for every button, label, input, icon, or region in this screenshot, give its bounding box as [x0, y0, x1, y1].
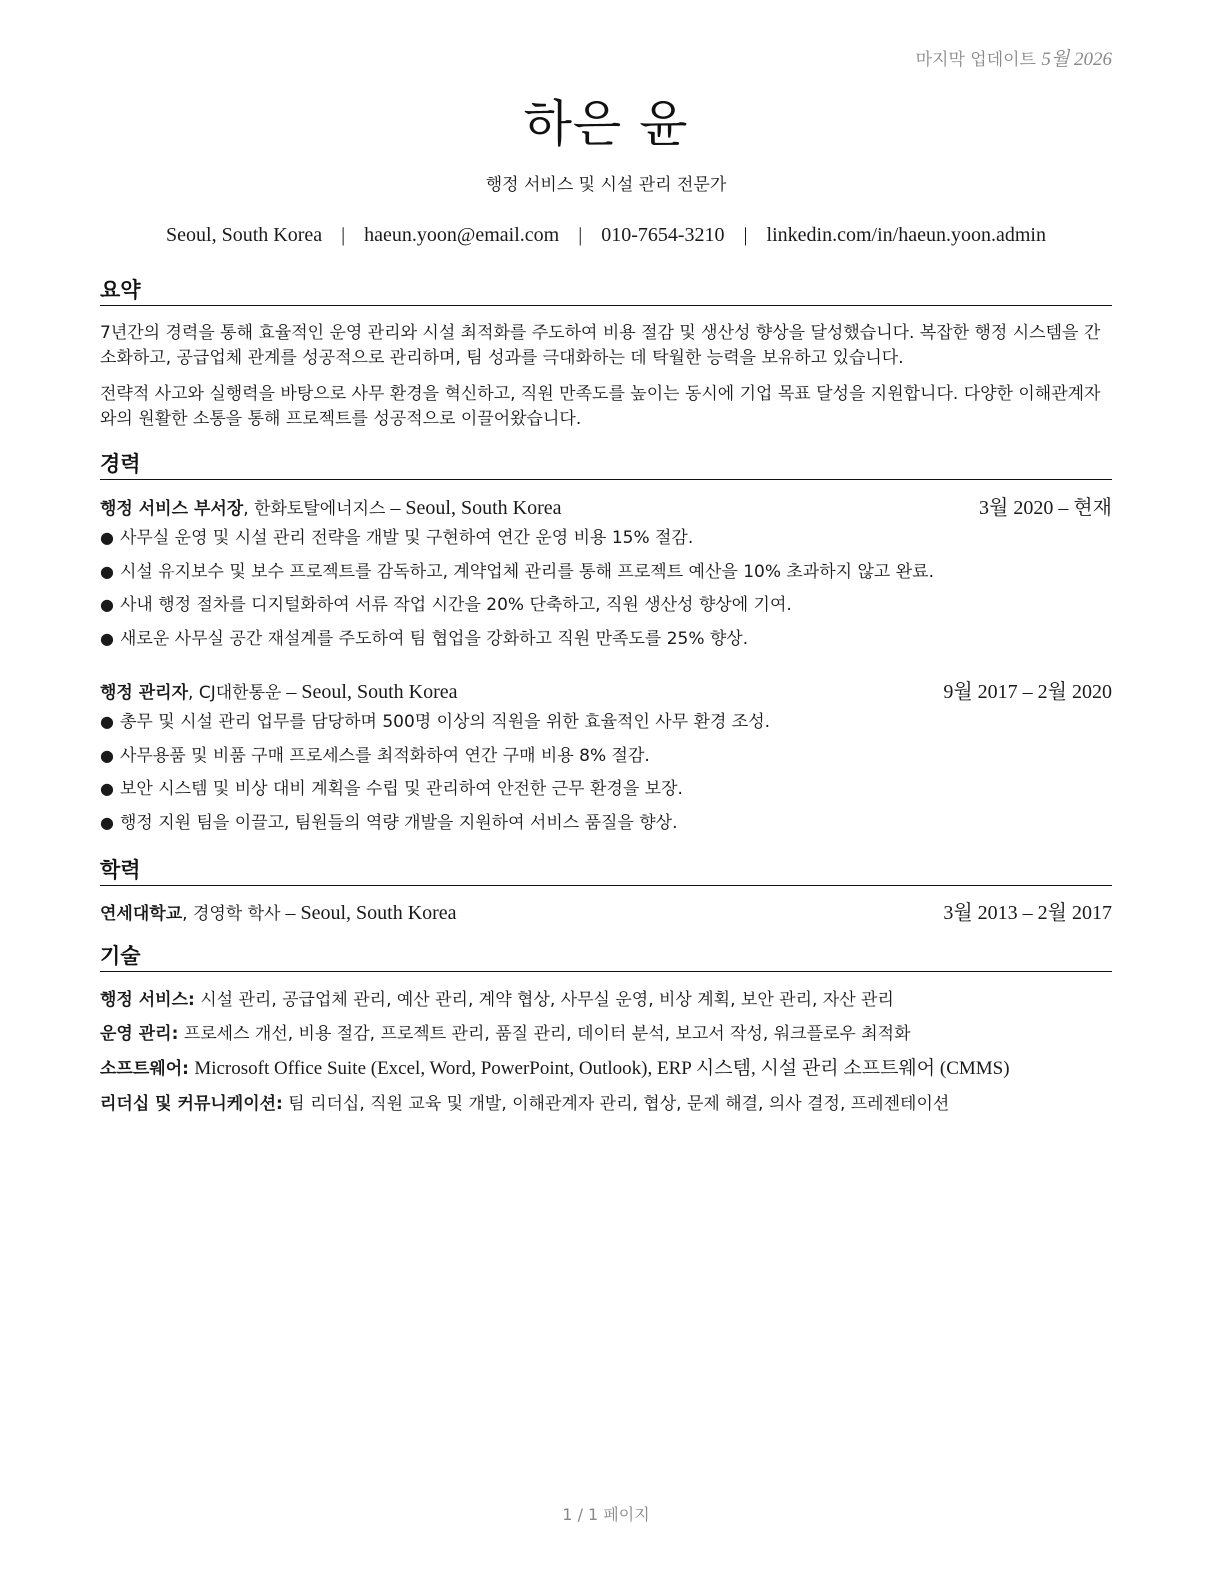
- summary-paragraph: 전략적 사고와 실행력을 바탕으로 사무 환경을 혁신하고, 직원 만족도를 높이는 동시에 기업 목표 달성을 지원합니다. 다양한 이해관계자와의 원활한 소통을 통해 프로젝트를 성공적으로 이끌어왔습니다.: [100, 384, 1101, 429]
- last-updated-label: 마지막 업데이트: [915, 50, 1036, 70]
- skill-line: [100, 1056, 1112, 1082]
- skill-value: 프로세스 개선, 비용 절감, 프로젝트 관리, 품질 관리, 데이터 분석, 보고서 작성, 워크플로우 최적화: [183, 1024, 911, 1044]
- skill-label: 소프트웨어:: [100, 1059, 189, 1079]
- contact-email[interactable]: haeun.yoon@email.com: [364, 224, 560, 246]
- contact-phone: 010-7654-3210: [601, 224, 725, 246]
- skill-label: 행정 서비스:: [100, 990, 195, 1010]
- contact-line: [100, 224, 1112, 247]
- contact-location: Seoul, South Korea: [166, 224, 323, 246]
- section-title-education: 학력: [100, 857, 1112, 886]
- candidate-name: 하은 윤: [523, 95, 689, 153]
- resume-page: [100, 0, 1112, 1584]
- job-bullet: ● 시설 유지보수 및 보수 프로젝트를 감독하고, 계약업체 관리를 통해 프로젝트 예산을 10% 초과하지 않고 완료.: [100, 562, 934, 582]
- skill-value: 팀 리더십, 직원 교육 및 개발, 이해관계자 관리, 협상, 문제 해결, 의사 결정, 프레젠테이션: [288, 1094, 950, 1114]
- last-updated-date: 5월 2026: [1041, 49, 1112, 70]
- job-bullet: ● 행정 지원 팀을 이끌고, 팀원들의 역량 개발을 지원하여 서비스 품질을 향상.: [100, 813, 678, 833]
- job-company: CJ대한통운: [198, 683, 282, 703]
- skill-value: 시설 관리, 공급업체 관리, 예산 관리, 계약 협상, 사무실 운영, 비상 계획, 보안 관리, 자산 관리: [200, 990, 894, 1010]
- job-bullet: ● 사무용품 및 비품 구매 프로세스를 최적화하여 연간 구매 비용 8% 절감.: [100, 746, 650, 766]
- section-title-experience: 경력: [100, 451, 1112, 480]
- job-bullet: ● 새로운 사무실 공간 재설계를 주도하여 팀 협업을 강화하고 직원 만족도를 25% 향상.: [100, 629, 749, 649]
- education-dates: 3월 2013 – 2월 2017: [943, 902, 1112, 924]
- job-company: 한화토탈에너지스: [254, 499, 386, 519]
- education-degree: 경영학 학사: [192, 904, 281, 924]
- job-location: Seoul, South Korea: [301, 681, 458, 703]
- job-role: 행정 서비스 부서장: [100, 499, 244, 519]
- job-bullet: ● 보안 시스템 및 비상 대비 계획을 수립 및 관리하여 안전한 근무 환경을 보장.: [100, 779, 683, 799]
- last-updated: [916, 44, 1112, 71]
- contact-separator: |: [341, 224, 346, 246]
- education-entry: 연세대학교, 경영학 학사 – Seoul, South Korea 3월 2013 – 2월 2017: [100, 902, 1112, 924]
- job-dates: 3월 2020 – 현재: [979, 497, 1112, 519]
- skill-label: 리더십 및 커뮤니케이션:: [100, 1094, 283, 1114]
- job-header: 행정 관리자, CJ대한통운 – Seoul, South Korea 9월 2017 – 2월 2020: [100, 681, 1112, 703]
- contact-separator: |: [578, 224, 583, 246]
- job-bullet: ● 사무실 운영 및 시설 관리 전략을 개발 및 구현하여 연간 운영 비용 15% 절감.: [100, 528, 694, 548]
- candidate-headline: 행정 서비스 및 시설 관리 전문가: [485, 175, 727, 195]
- skill-line: [100, 987, 1112, 1013]
- job-bullet: ● 총무 및 시설 관리 업무를 담당하며 500명 이상의 직원을 위한 효율적인 사무 환경 조성.: [100, 712, 771, 732]
- job-bullet: ● 사내 행정 절차를 디지털화하여 서류 작업 시간을 20% 단축하고, 직원 생산성 향상에 기여.: [100, 595, 792, 615]
- section-title-skills: 기술: [100, 943, 1112, 972]
- summary-paragraph: 7년간의 경력을 통해 효율적인 운영 관리와 시설 최적화를 주도하여 비용 절감 및 생산성 향상을 달성했습니다. 복잡한 행정 시스템을 간소화하고, 공급업체 관계를 성공적으로 관리하며, 팀 성과를 극대화하는 데 탁월한 능력을 보유하고 있습니다.: [100, 323, 1101, 368]
- job-header: 행정 서비스 부서장, 한화토탈에너지스 – Seoul, South Korea 3월 2020 – 현재: [100, 497, 1112, 519]
- skill-line: [100, 1021, 1112, 1047]
- skill-line: [100, 1091, 1112, 1117]
- job-role: 행정 관리자: [100, 683, 189, 703]
- skill-value: Microsoft Office Suite (Excel, Word, PowerPoint, Outlook), ERP 시스템, 시설 관리 소프트웨어 (CMMS): [194, 1058, 1010, 1079]
- section-title-summary: 요약: [100, 277, 1112, 306]
- job-location: Seoul, South Korea: [405, 497, 562, 519]
- job-dates: 9월 2017 – 2월 2020: [943, 681, 1112, 703]
- contact-separator: |: [743, 224, 748, 246]
- skill-label: 운영 관리:: [100, 1024, 179, 1044]
- page-indicator: 1 / 1 페이지: [562, 1505, 650, 1524]
- education-location: Seoul, South Korea: [300, 902, 457, 924]
- contact-linkedin[interactable]: linkedin.com/in/haeun.yoon.admin: [766, 224, 1046, 246]
- education-school: 연세대학교: [100, 904, 183, 924]
